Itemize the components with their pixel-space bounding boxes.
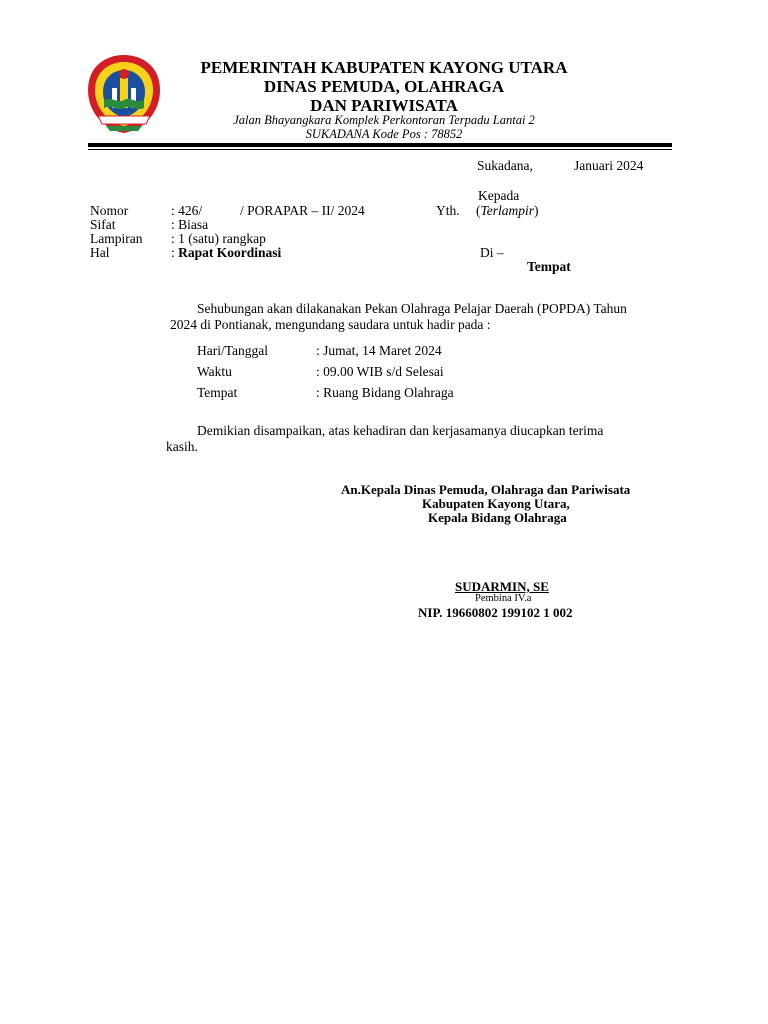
signature-title-line2: Kabupaten Kayong Utara,: [422, 496, 570, 511]
detail-value-time: : 09.00 WIB s/d Selesai: [316, 364, 444, 379]
letterhead-government: PEMERINTAH KABUPATEN KAYONG UTARA: [200, 58, 568, 77]
detail-label-venue: Tempat: [197, 385, 238, 400]
recipient-place: Tempat: [527, 259, 571, 274]
date-place: Sukadana,: [477, 158, 533, 173]
letterhead-department-cont: DAN PARIWISATA: [310, 96, 458, 115]
recipient-kepada: Kepada: [478, 188, 520, 203]
lampiran-value: : 1 (satu) rangkap: [171, 231, 266, 246]
signature-title-line3: Kepala Bidang Olahraga: [428, 510, 567, 525]
intro-paragraph-line2: 2024 di Pontianak, mengundang saudara untuk hadir pada :: [170, 317, 491, 332]
letterhead-address: Jalan Bhayangkara Komplek Perkontoran Terpadu Lantai 2: [233, 113, 535, 127]
letterhead-department: DINAS PEMUDA, OLAHRAGA: [263, 77, 505, 96]
date-month-year: Januari 2024: [574, 158, 644, 173]
detail-label-date: Hari/Tanggal: [197, 343, 269, 358]
lampiran-label: Lampiran: [90, 231, 143, 246]
signatory-name: SUDARMIN, SE: [455, 579, 549, 594]
header-divider-thin: [88, 149, 672, 150]
recipient-di: Di –: [480, 245, 504, 260]
hal-value: : Rapat Koordinasi: [171, 245, 282, 260]
signatory-rank: Pembina IV.a: [475, 593, 532, 604]
recipient-name: (Terlampir): [476, 203, 539, 218]
sifat-value: : Biasa: [171, 217, 209, 232]
sifat-label: Sifat: [90, 217, 116, 232]
header-divider-thick: [88, 143, 672, 147]
nomor-value-suffix: / PORAPAR – II/ 2024: [240, 203, 365, 218]
closing-paragraph-line1: Demikian disampaikan, atas kehadiran dan kerjasamanya diucapkan terima: [197, 423, 604, 438]
intro-paragraph-line1: Sehubungan akan dilakanakan Pekan Olahraga Pelajar Daerah (POPDA) Tahun: [197, 301, 627, 316]
hal-label: Hal: [90, 245, 110, 260]
detail-label-time: Waktu: [197, 364, 232, 379]
recipient-yth: Yth.: [436, 203, 460, 218]
letterhead-postal: SUKADANA Kode Pos : 78852: [305, 127, 463, 141]
nomor-value: : 426/: [171, 203, 203, 218]
nomor-label: Nomor: [90, 203, 129, 218]
detail-value-venue: : Ruang Bidang Olahraga: [316, 385, 454, 400]
signature-title-line1: An.Kepala Dinas Pemuda, Olahraga dan Pariwisata: [341, 482, 631, 497]
signatory-nip: NIP. 19660802 199102 1 002: [418, 605, 573, 620]
detail-value-date: : Jumat, 14 Maret 2024: [316, 343, 442, 358]
closing-paragraph-line2: kasih.: [166, 439, 198, 454]
